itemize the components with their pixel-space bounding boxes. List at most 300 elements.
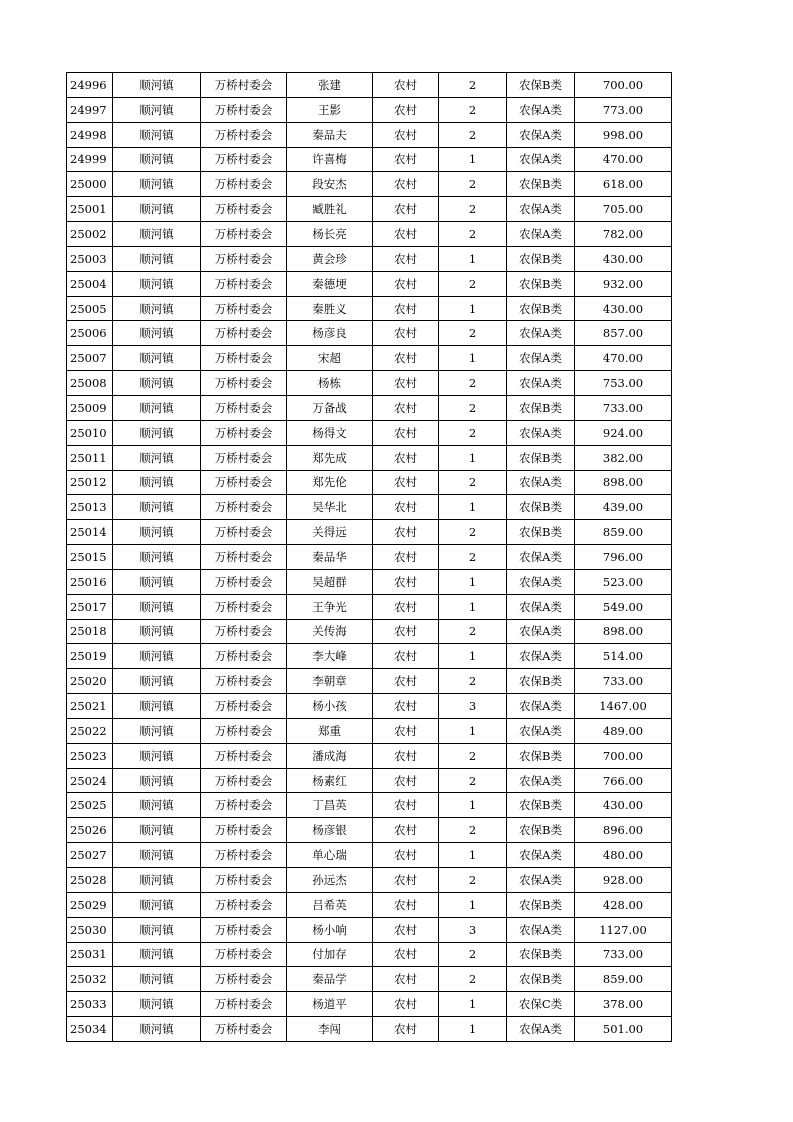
area-type-cell: 农村: [373, 545, 439, 570]
table-row: [67, 495, 672, 520]
town-cell: 顺河镇: [113, 793, 201, 818]
village-committee-cell: 万桥村委会: [201, 768, 287, 793]
town-cell: 顺河镇: [113, 97, 201, 122]
amount-cell: 514.00: [575, 644, 672, 669]
town-cell: 顺河镇: [113, 1017, 201, 1042]
town-cell: 顺河镇: [113, 197, 201, 222]
insurance-category-cell: 农保A类: [507, 545, 575, 570]
area-type-cell: 农村: [373, 669, 439, 694]
household-count-cell: 2: [439, 222, 507, 247]
table-row: [67, 222, 672, 247]
person-name-cell: 杨小响: [287, 917, 373, 942]
amount-cell: 618.00: [575, 172, 672, 197]
record-id-cell: 25017: [67, 594, 113, 619]
table-row: [67, 718, 672, 743]
area-type-cell: 农村: [373, 892, 439, 917]
village-committee-cell: 万桥村委会: [201, 942, 287, 967]
village-committee-cell: 万桥村委会: [201, 843, 287, 868]
household-count-cell: 2: [439, 818, 507, 843]
town-cell: 顺河镇: [113, 644, 201, 669]
household-count-cell: 2: [439, 743, 507, 768]
insurance-category-cell: 农保B类: [507, 793, 575, 818]
table-row: [67, 743, 672, 768]
insurance-category-cell: 农保C类: [507, 992, 575, 1017]
person-name-cell: 杨彦良: [287, 321, 373, 346]
area-type-cell: 农村: [373, 694, 439, 719]
roster-body: [67, 73, 672, 1042]
area-type-cell: 农村: [373, 743, 439, 768]
table-row: [67, 197, 672, 222]
record-id-cell: 25000: [67, 172, 113, 197]
person-name-cell: 郑先成: [287, 445, 373, 470]
village-committee-cell: 万桥村委会: [201, 73, 287, 98]
village-committee-cell: 万桥村委会: [201, 669, 287, 694]
town-cell: 顺河镇: [113, 73, 201, 98]
town-cell: 顺河镇: [113, 246, 201, 271]
village-committee-cell: 万桥村委会: [201, 246, 287, 271]
person-name-cell: 丁昌英: [287, 793, 373, 818]
amount-cell: 428.00: [575, 892, 672, 917]
record-id-cell: 25022: [67, 718, 113, 743]
area-type-cell: 农村: [373, 644, 439, 669]
town-cell: 顺河镇: [113, 718, 201, 743]
table-row: [67, 271, 672, 296]
amount-cell: 523.00: [575, 569, 672, 594]
table-row: [67, 967, 672, 992]
record-id-cell: 25011: [67, 445, 113, 470]
amount-cell: 782.00: [575, 222, 672, 247]
town-cell: 顺河镇: [113, 420, 201, 445]
town-cell: 顺河镇: [113, 222, 201, 247]
area-type-cell: 农村: [373, 296, 439, 321]
village-committee-cell: 万桥村委会: [201, 917, 287, 942]
insurance-category-cell: 农保A类: [507, 97, 575, 122]
town-cell: 顺河镇: [113, 296, 201, 321]
area-type-cell: 农村: [373, 395, 439, 420]
amount-cell: 430.00: [575, 296, 672, 321]
table-row: [67, 594, 672, 619]
record-id-cell: 25027: [67, 843, 113, 868]
village-committee-cell: 万桥村委会: [201, 619, 287, 644]
amount-cell: 430.00: [575, 246, 672, 271]
area-type-cell: 农村: [373, 768, 439, 793]
town-cell: 顺河镇: [113, 147, 201, 172]
area-type-cell: 农村: [373, 371, 439, 396]
amount-cell: 753.00: [575, 371, 672, 396]
insurance-category-cell: 农保B类: [507, 445, 575, 470]
household-count-cell: 2: [439, 321, 507, 346]
record-id-cell: 25006: [67, 321, 113, 346]
amount-cell: 480.00: [575, 843, 672, 868]
insurance-category-cell: 农保A类: [507, 222, 575, 247]
household-count-cell: 2: [439, 420, 507, 445]
household-count-cell: 1: [439, 346, 507, 371]
amount-cell: 898.00: [575, 619, 672, 644]
area-type-cell: 农村: [373, 321, 439, 346]
household-count-cell: 2: [439, 371, 507, 396]
insurance-category-cell: 农保A类: [507, 619, 575, 644]
record-id-cell: 24998: [67, 122, 113, 147]
table-row: [67, 346, 672, 371]
record-id-cell: 24996: [67, 73, 113, 98]
person-name-cell: 杨长亮: [287, 222, 373, 247]
town-cell: 顺河镇: [113, 669, 201, 694]
household-count-cell: 2: [439, 122, 507, 147]
village-committee-cell: 万桥村委会: [201, 694, 287, 719]
table-row: [67, 520, 672, 545]
record-id-cell: 24999: [67, 147, 113, 172]
village-committee-cell: 万桥村委会: [201, 97, 287, 122]
table-row: [67, 818, 672, 843]
person-name-cell: 潘成海: [287, 743, 373, 768]
household-count-cell: 2: [439, 395, 507, 420]
table-row: [67, 892, 672, 917]
household-count-cell: 2: [439, 942, 507, 967]
area-type-cell: 农村: [373, 793, 439, 818]
area-type-cell: 农村: [373, 222, 439, 247]
amount-cell: 470.00: [575, 346, 672, 371]
town-cell: 顺河镇: [113, 520, 201, 545]
person-name-cell: 李大峰: [287, 644, 373, 669]
insurance-category-cell: 农保B类: [507, 669, 575, 694]
person-name-cell: 臧胜礼: [287, 197, 373, 222]
record-id-cell: 25032: [67, 967, 113, 992]
household-count-cell: 1: [439, 594, 507, 619]
town-cell: 顺河镇: [113, 395, 201, 420]
person-name-cell: 段安杰: [287, 172, 373, 197]
table-row: [67, 371, 672, 396]
town-cell: 顺河镇: [113, 619, 201, 644]
record-id-cell: 25019: [67, 644, 113, 669]
household-count-cell: 2: [439, 73, 507, 98]
village-committee-cell: 万桥村委会: [201, 569, 287, 594]
record-id-cell: 25003: [67, 246, 113, 271]
town-cell: 顺河镇: [113, 545, 201, 570]
record-id-cell: 25021: [67, 694, 113, 719]
person-name-cell: 杨得文: [287, 420, 373, 445]
person-name-cell: 吕希英: [287, 892, 373, 917]
amount-cell: 378.00: [575, 992, 672, 1017]
table-row: [67, 992, 672, 1017]
amount-cell: 489.00: [575, 718, 672, 743]
record-id-cell: 25033: [67, 992, 113, 1017]
person-name-cell: 关传海: [287, 619, 373, 644]
village-committee-cell: 万桥村委会: [201, 743, 287, 768]
amount-cell: 733.00: [575, 395, 672, 420]
insurance-category-cell: 农保A类: [507, 569, 575, 594]
record-id-cell: 25008: [67, 371, 113, 396]
area-type-cell: 农村: [373, 197, 439, 222]
amount-cell: 859.00: [575, 520, 672, 545]
insurance-category-cell: 农保A类: [507, 321, 575, 346]
table-row: [67, 868, 672, 893]
area-type-cell: 农村: [373, 97, 439, 122]
person-name-cell: 秦品华: [287, 545, 373, 570]
insurance-category-cell: 农保B类: [507, 520, 575, 545]
table-row: [67, 694, 672, 719]
amount-cell: 932.00: [575, 271, 672, 296]
area-type-cell: 农村: [373, 147, 439, 172]
record-id-cell: 25010: [67, 420, 113, 445]
area-type-cell: 农村: [373, 122, 439, 147]
area-type-cell: 农村: [373, 271, 439, 296]
person-name-cell: 宋超: [287, 346, 373, 371]
amount-cell: 859.00: [575, 967, 672, 992]
table-row: [67, 917, 672, 942]
table-row: [67, 321, 672, 346]
person-name-cell: 王争光: [287, 594, 373, 619]
village-committee-cell: 万桥村委会: [201, 445, 287, 470]
household-count-cell: 1: [439, 892, 507, 917]
insurance-category-cell: 农保B类: [507, 818, 575, 843]
village-committee-cell: 万桥村委会: [201, 495, 287, 520]
insurance-category-cell: 农保A类: [507, 1017, 575, 1042]
household-count-cell: 2: [439, 619, 507, 644]
amount-cell: 700.00: [575, 73, 672, 98]
area-type-cell: 农村: [373, 917, 439, 942]
household-count-cell: 1: [439, 718, 507, 743]
table-row: [67, 420, 672, 445]
village-committee-cell: 万桥村委会: [201, 197, 287, 222]
record-id-cell: 25024: [67, 768, 113, 793]
area-type-cell: 农村: [373, 172, 439, 197]
household-count-cell: 1: [439, 147, 507, 172]
table-row: [67, 246, 672, 271]
town-cell: 顺河镇: [113, 992, 201, 1017]
table-row: [67, 395, 672, 420]
area-type-cell: 农村: [373, 942, 439, 967]
record-id-cell: 25016: [67, 569, 113, 594]
insurance-category-cell: 农保A类: [507, 594, 575, 619]
person-name-cell: 郑先伦: [287, 470, 373, 495]
person-name-cell: 黄会珍: [287, 246, 373, 271]
insurance-category-cell: 农保A类: [507, 122, 575, 147]
person-name-cell: 许喜梅: [287, 147, 373, 172]
person-name-cell: 秦德埂: [287, 271, 373, 296]
amount-cell: 766.00: [575, 768, 672, 793]
table-row: [67, 172, 672, 197]
insurance-category-cell: 农保B类: [507, 892, 575, 917]
household-count-cell: 1: [439, 495, 507, 520]
village-committee-cell: 万桥村委会: [201, 222, 287, 247]
record-id-cell: 25029: [67, 892, 113, 917]
person-name-cell: 付加存: [287, 942, 373, 967]
insurance-category-cell: 农保A类: [507, 868, 575, 893]
person-name-cell: 李闯: [287, 1017, 373, 1042]
household-count-cell: 1: [439, 1017, 507, 1042]
roster-table: [66, 72, 672, 1042]
household-count-cell: 2: [439, 868, 507, 893]
insurance-category-cell: 农保B类: [507, 73, 575, 98]
person-name-cell: 秦品学: [287, 967, 373, 992]
table-row: [67, 768, 672, 793]
table-row: [67, 1017, 672, 1042]
town-cell: 顺河镇: [113, 594, 201, 619]
village-committee-cell: 万桥村委会: [201, 296, 287, 321]
household-count-cell: 1: [439, 843, 507, 868]
table-row: [67, 942, 672, 967]
amount-cell: 1127.00: [575, 917, 672, 942]
person-name-cell: 杨栋: [287, 371, 373, 396]
insurance-category-cell: 农保A类: [507, 147, 575, 172]
village-committee-cell: 万桥村委会: [201, 545, 287, 570]
table-row: [67, 569, 672, 594]
amount-cell: 501.00: [575, 1017, 672, 1042]
household-count-cell: 2: [439, 470, 507, 495]
town-cell: 顺河镇: [113, 371, 201, 396]
household-count-cell: 1: [439, 569, 507, 594]
town-cell: 顺河镇: [113, 967, 201, 992]
table-row: [67, 296, 672, 321]
household-count-cell: 1: [439, 644, 507, 669]
area-type-cell: 农村: [373, 569, 439, 594]
record-id-cell: 25013: [67, 495, 113, 520]
village-committee-cell: 万桥村委会: [201, 470, 287, 495]
area-type-cell: 农村: [373, 992, 439, 1017]
person-name-cell: 万备战: [287, 395, 373, 420]
table-row: [67, 147, 672, 172]
village-committee-cell: 万桥村委会: [201, 172, 287, 197]
amount-cell: 733.00: [575, 942, 672, 967]
town-cell: 顺河镇: [113, 843, 201, 868]
village-committee-cell: 万桥村委会: [201, 967, 287, 992]
area-type-cell: 农村: [373, 73, 439, 98]
insurance-category-cell: 农保B类: [507, 296, 575, 321]
record-id-cell: 25002: [67, 222, 113, 247]
area-type-cell: 农村: [373, 495, 439, 520]
town-cell: 顺河镇: [113, 122, 201, 147]
town-cell: 顺河镇: [113, 917, 201, 942]
record-id-cell: 25004: [67, 271, 113, 296]
village-committee-cell: 万桥村委会: [201, 122, 287, 147]
record-id-cell: 25030: [67, 917, 113, 942]
household-count-cell: 3: [439, 694, 507, 719]
person-name-cell: 单心瑞: [287, 843, 373, 868]
village-committee-cell: 万桥村委会: [201, 147, 287, 172]
area-type-cell: 农村: [373, 470, 439, 495]
record-id-cell: 25009: [67, 395, 113, 420]
town-cell: 顺河镇: [113, 868, 201, 893]
table-row: [67, 619, 672, 644]
area-type-cell: 农村: [373, 718, 439, 743]
area-type-cell: 农村: [373, 520, 439, 545]
insurance-category-cell: 农保B类: [507, 246, 575, 271]
person-name-cell: 秦品夫: [287, 122, 373, 147]
area-type-cell: 农村: [373, 420, 439, 445]
household-count-cell: 2: [439, 271, 507, 296]
area-type-cell: 农村: [373, 246, 439, 271]
area-type-cell: 农村: [373, 843, 439, 868]
village-committee-cell: 万桥村委会: [201, 818, 287, 843]
record-id-cell: 25014: [67, 520, 113, 545]
record-id-cell: 25018: [67, 619, 113, 644]
record-id-cell: 25034: [67, 1017, 113, 1042]
household-count-cell: 2: [439, 520, 507, 545]
town-cell: 顺河镇: [113, 470, 201, 495]
household-count-cell: 2: [439, 967, 507, 992]
town-cell: 顺河镇: [113, 818, 201, 843]
record-id-cell: 25023: [67, 743, 113, 768]
person-name-cell: 杨素红: [287, 768, 373, 793]
insurance-category-cell: 农保A类: [507, 197, 575, 222]
person-name-cell: 关得远: [287, 520, 373, 545]
amount-cell: 1467.00: [575, 694, 672, 719]
table-row: [67, 644, 672, 669]
area-type-cell: 农村: [373, 818, 439, 843]
household-count-cell: 2: [439, 669, 507, 694]
town-cell: 顺河镇: [113, 346, 201, 371]
area-type-cell: 农村: [373, 594, 439, 619]
household-count-cell: 2: [439, 172, 507, 197]
record-id-cell: 25015: [67, 545, 113, 570]
insurance-category-cell: 农保A类: [507, 843, 575, 868]
person-name-cell: 杨道平: [287, 992, 373, 1017]
table-row: [67, 122, 672, 147]
record-id-cell: 24997: [67, 97, 113, 122]
insurance-category-cell: 农保A类: [507, 644, 575, 669]
person-name-cell: 孙远杰: [287, 868, 373, 893]
amount-cell: 928.00: [575, 868, 672, 893]
household-count-cell: 2: [439, 197, 507, 222]
village-committee-cell: 万桥村委会: [201, 718, 287, 743]
household-count-cell: 1: [439, 246, 507, 271]
table-row: [67, 470, 672, 495]
record-id-cell: 25026: [67, 818, 113, 843]
table-row: [67, 843, 672, 868]
person-name-cell: 吴华北: [287, 495, 373, 520]
household-count-cell: 2: [439, 545, 507, 570]
amount-cell: 773.00: [575, 97, 672, 122]
insurance-category-cell: 农保B类: [507, 942, 575, 967]
person-name-cell: 杨彦银: [287, 818, 373, 843]
amount-cell: 439.00: [575, 495, 672, 520]
area-type-cell: 农村: [373, 967, 439, 992]
person-name-cell: 杨小孩: [287, 694, 373, 719]
person-name-cell: 郑重: [287, 718, 373, 743]
amount-cell: 700.00: [575, 743, 672, 768]
area-type-cell: 农村: [373, 445, 439, 470]
insurance-category-cell: 农保A类: [507, 768, 575, 793]
town-cell: 顺河镇: [113, 892, 201, 917]
record-id-cell: 25012: [67, 470, 113, 495]
insurance-category-cell: 农保B类: [507, 395, 575, 420]
village-committee-cell: 万桥村委会: [201, 992, 287, 1017]
town-cell: 顺河镇: [113, 694, 201, 719]
amount-cell: 430.00: [575, 793, 672, 818]
record-id-cell: 25007: [67, 346, 113, 371]
record-id-cell: 25020: [67, 669, 113, 694]
town-cell: 顺河镇: [113, 445, 201, 470]
village-committee-cell: 万桥村委会: [201, 520, 287, 545]
table-row: [67, 793, 672, 818]
insurance-category-cell: 农保A类: [507, 371, 575, 396]
area-type-cell: 农村: [373, 346, 439, 371]
household-count-cell: 1: [439, 296, 507, 321]
town-cell: 顺河镇: [113, 495, 201, 520]
person-name-cell: 秦胜义: [287, 296, 373, 321]
household-count-cell: 2: [439, 768, 507, 793]
amount-cell: 857.00: [575, 321, 672, 346]
insurance-category-cell: 农保A类: [507, 917, 575, 942]
village-committee-cell: 万桥村委会: [201, 1017, 287, 1042]
person-name-cell: 李朝章: [287, 669, 373, 694]
village-committee-cell: 万桥村委会: [201, 271, 287, 296]
amount-cell: 705.00: [575, 197, 672, 222]
record-id-cell: 25005: [67, 296, 113, 321]
insurance-category-cell: 农保A类: [507, 346, 575, 371]
insurance-category-cell: 农保B类: [507, 271, 575, 296]
person-name-cell: 张建: [287, 73, 373, 98]
